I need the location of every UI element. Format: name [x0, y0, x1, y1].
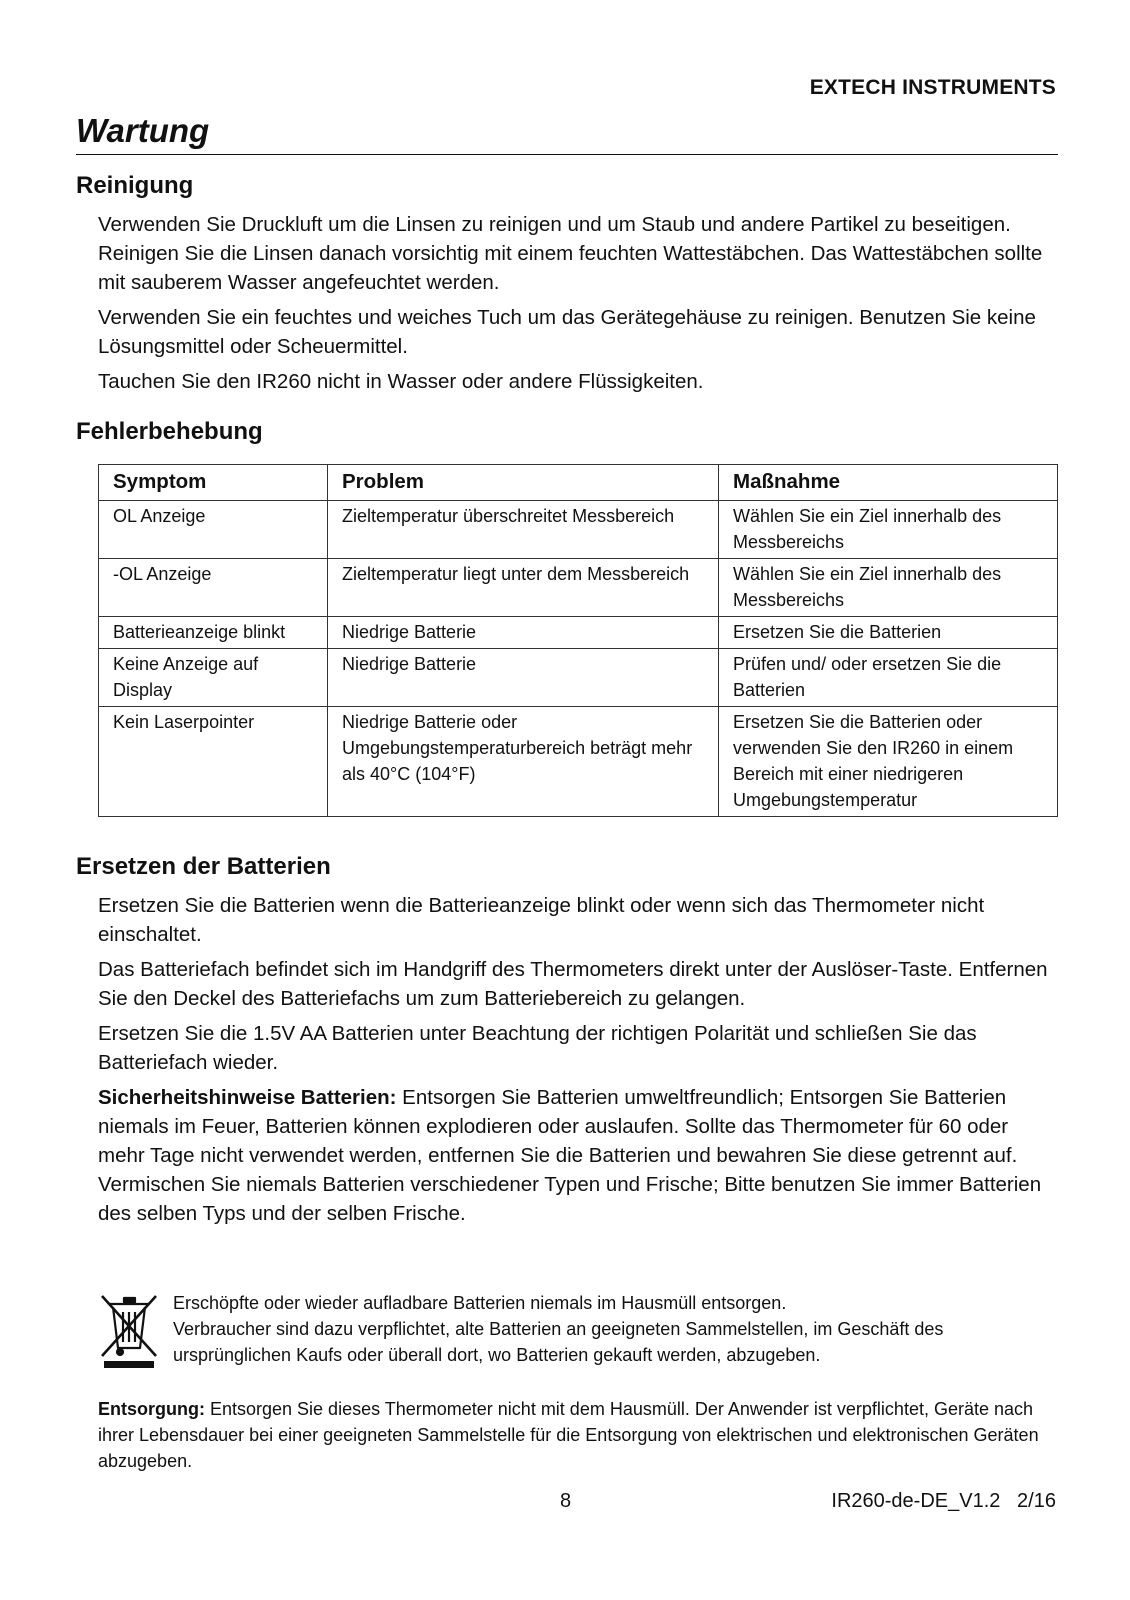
page-title: Wartung — [76, 112, 1058, 155]
battery-safety-paragraph — [98, 1083, 1058, 1228]
column-header-action: Maßnahme — [719, 465, 1058, 501]
table-header-row — [99, 465, 1058, 501]
troubleshooting-heading: Fehlerbehebung — [76, 418, 263, 445]
safety-label: Sicherheitshinweise Batterien: — [98, 1086, 397, 1109]
cell-action: Prüfen und/ oder ersetzen Sie die Batterien — [719, 649, 1058, 707]
column-header-symptom: Symptom — [99, 465, 328, 501]
cleaning-paragraph: Tauchen Sie den IR260 nicht in Wasser oder andere Flüssigkeiten. — [98, 370, 704, 393]
table-row — [99, 559, 1058, 617]
cell-problem: Niedrige Batterie oder Umgebungstemperaturbereich beträgt mehr als 40°C (104°F) — [328, 707, 719, 817]
brand-header: EXTECH INSTRUMENTS — [809, 76, 1056, 99]
weee-line: Verbraucher sind dazu verpflichtet, alte Batterien an geeigneten Sammelstellen, im Geschäft des ursprünglichen Kaufs oder überall dort, wo Batterien gekauft werden, abzugeben. — [173, 1319, 944, 1365]
disposal-text: Entsorgen Sie dieses Thermometer nicht mit dem Hausmüll. Der Anwender ist verpflichtet, Geräte nach ihrer Lebensdauer bei einer geeigneten Sammelstelle für die Entsorgung von elektrischen und elektronischen Geräten abzugeben. — [98, 1399, 1039, 1471]
cell-action: Wählen Sie ein Ziel innerhalb des Messbereichs — [719, 559, 1058, 617]
battery-heading: Ersetzen der Batterien — [76, 853, 331, 880]
disposal-label: Entsorgung: — [98, 1399, 205, 1419]
cleaning-heading: Reinigung — [76, 172, 194, 199]
crossed-out-bin-icon — [96, 1290, 162, 1370]
battery-paragraph: Ersetzen Sie die 1.5V AA Batterien unter Beachtung der richtigen Polarität und schließen Sie das Batteriefach wieder. — [98, 1022, 977, 1074]
cleaning-section — [98, 210, 1058, 402]
cell-problem: Zieltemperatur überschreitet Messbereich — [328, 501, 719, 559]
cell-symptom: -OL Anzeige — [99, 559, 328, 617]
cell-action: Ersetzen Sie die Batterien — [719, 617, 1058, 649]
cell-problem: Niedrige Batterie — [328, 649, 719, 707]
page-number: 8 — [560, 1490, 572, 1512]
table-row — [99, 649, 1058, 707]
safety-text: Entsorgen Sie Batterien umweltfreundlich; Entsorgen Sie Batterien niemals im Feuer, Batterien können explodieren oder auslaufen. Sollte das Thermometer für 60 oder mehr Tage nicht verwendet werden, entfernen Sie die Batterien und bewahren Sie diese getrennt auf. Vermischen Sie niemals Batterien verschiedener Typen und Frische; Bitte benutzen Sie immer Batterien des selben Typs und der selben Frische. — [98, 1086, 1042, 1225]
cell-problem: Zieltemperatur liegt unter dem Messbereich — [328, 559, 719, 617]
weee-line: Erschöpfte oder wieder aufladbare Batterien niemals im Hausmüll entsorgen. — [173, 1293, 787, 1313]
disposal-notice — [98, 1396, 1048, 1474]
cleaning-paragraph: Verwenden Sie ein feuchtes und weiches Tuch um das Gerätegehäuse zu reinigen. Benutzen Sie keine Lösungsmittel oder Scheuermittel. — [98, 306, 1036, 358]
cell-action: Ersetzen Sie die Batterien oder verwenden Sie den IR260 in einem Bereich mit einer niedrigeren Umgebungstemperatur — [719, 707, 1058, 817]
column-header-problem: Problem — [328, 465, 719, 501]
table-row — [99, 617, 1058, 649]
cell-symptom: Kein Laserpointer — [99, 707, 328, 817]
battery-paragraph: Ersetzen Sie die Batterien wenn die Batterieanzeige blinkt oder wenn sich das Thermometer nicht einschaltet. — [98, 894, 985, 946]
cell-problem: Niedrige Batterie — [328, 617, 719, 649]
cell-action: Wählen Sie ein Ziel innerhalb des Messbereichs — [719, 501, 1058, 559]
cleaning-paragraph: Verwenden Sie Druckluft um die Linsen zu reinigen und um Staub und andere Partikel zu beseitigen. Reinigen Sie die Linsen danach vorsichtig mit einem feuchten Wattestäbchen. Das Wattestäbchen sollte mit sauberem Wasser angefeuchtet werden. — [98, 213, 1043, 294]
table-row — [99, 707, 1058, 817]
cell-symptom: Keine Anzeige auf Display — [99, 649, 328, 707]
battery-section — [98, 891, 1058, 1234]
cell-symptom: OL Anzeige — [99, 501, 328, 559]
document-id: IR260-de-DE_V1.2 2/16 — [831, 1490, 1056, 1512]
battery-paragraph: Das Batteriefach befindet sich im Handgriff des Thermometers direkt unter der Auslöser-Taste. Entfernen Sie den Deckel des Batteriefachs um zum Batteriebereich zu gelangen. — [98, 958, 1048, 1010]
table-row — [99, 501, 1058, 559]
troubleshooting-table — [98, 464, 1058, 817]
weee-notice — [173, 1290, 1053, 1368]
cell-symptom: Batterieanzeige blinkt — [99, 617, 328, 649]
